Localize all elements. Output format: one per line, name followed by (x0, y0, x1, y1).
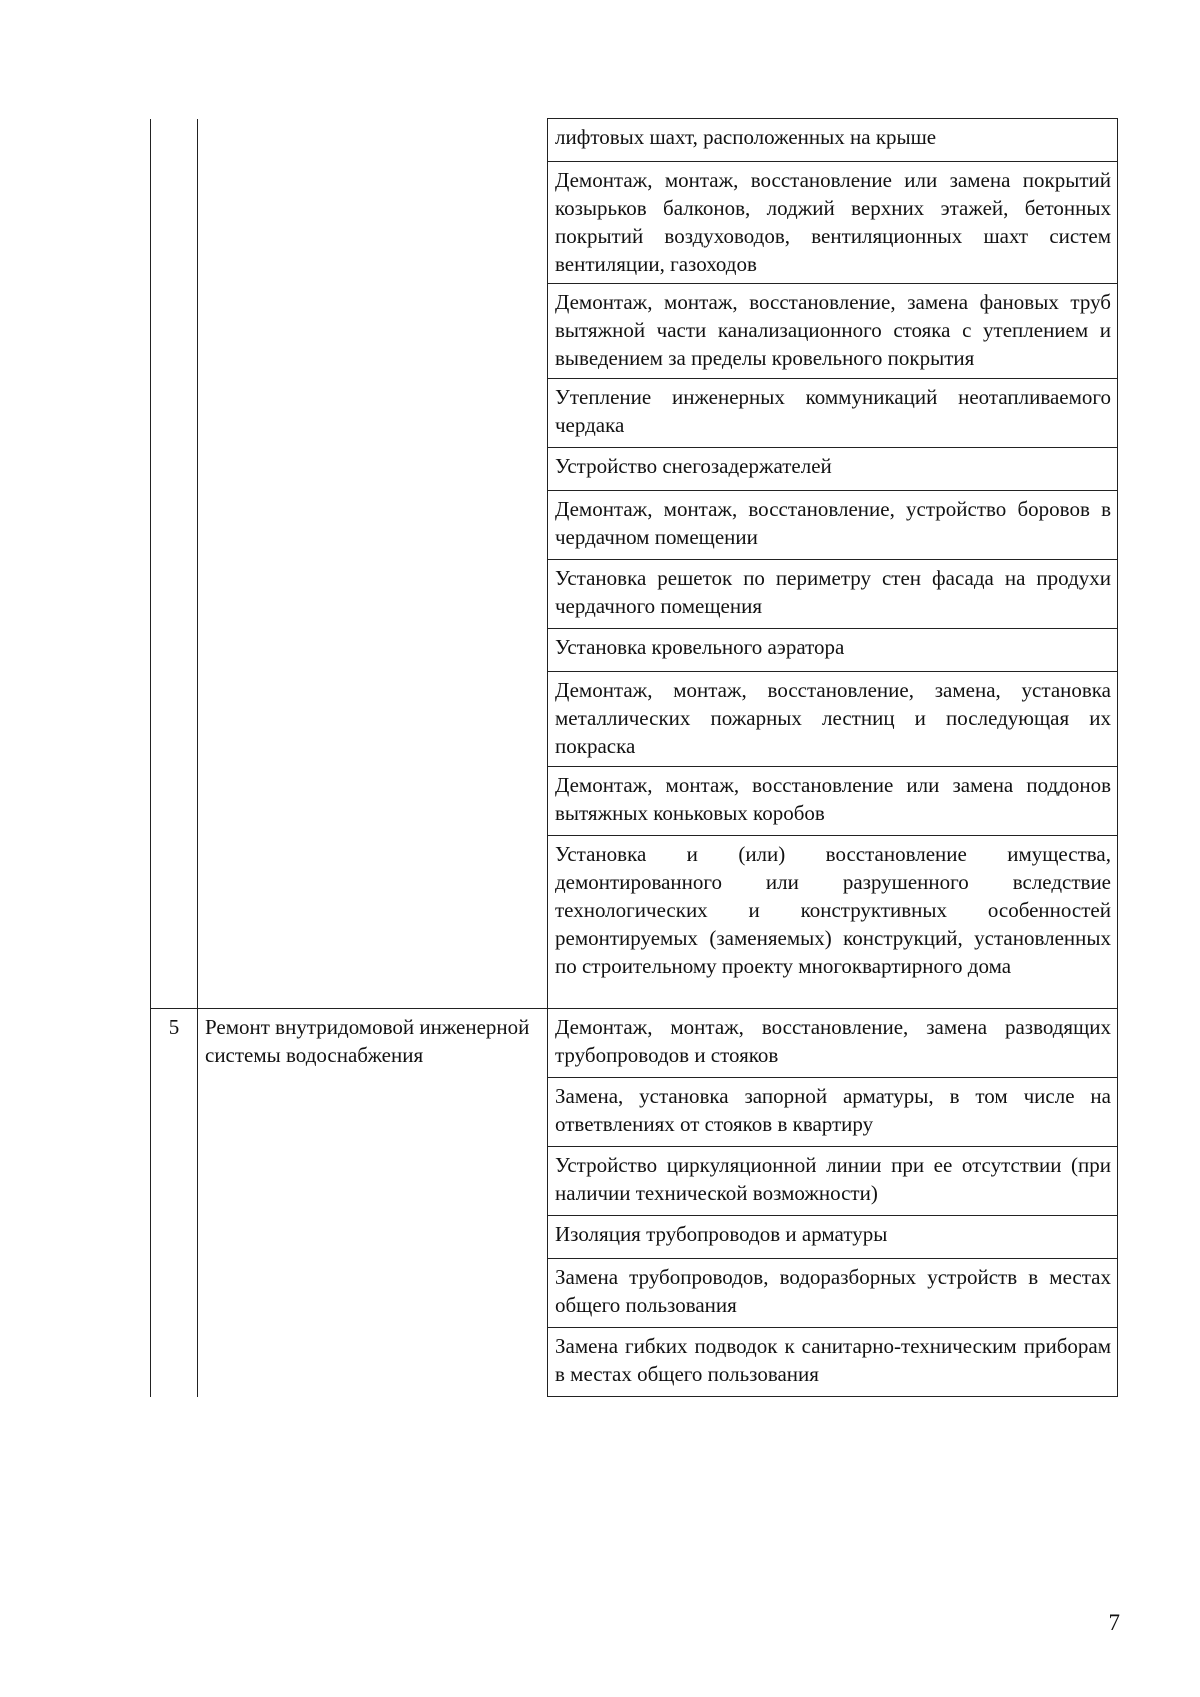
work-item-text: Установка кровельного аэратора (555, 635, 845, 659)
table-row (151, 162, 1118, 284)
row-number-cell (151, 672, 198, 767)
work-type-cell (198, 284, 548, 379)
work-item-text: Устройство циркуляционной линии при ее отсутствии (при наличии технической возможности) (555, 1153, 1111, 1205)
work-type-cell (198, 836, 548, 1009)
table-row (151, 560, 1118, 629)
table-row (151, 672, 1118, 767)
work-type-cell (198, 162, 548, 284)
page-number: 7 (1108, 1610, 1120, 1635)
work-item-cell (548, 1078, 1118, 1147)
row-number-cell (151, 767, 198, 836)
row-number-cell (151, 560, 198, 629)
work-type-cell (198, 119, 548, 162)
row-number-cell (151, 836, 198, 1009)
table-row (151, 379, 1118, 448)
work-item-text: Установка и (или) восстановление имущества, демонтированного или разрушенного вследствие технологических и конструктивных особенностей ремонтируемых (заменяемых) конструкций, установленных по строительному проекту многоквартирного дома (555, 842, 1111, 978)
work-item-cell (548, 560, 1118, 629)
work-item-text: лифтовых шахт, расположенных на крыше (555, 125, 937, 149)
work-item-text: Устройство снегозадержателей (555, 454, 832, 478)
work-item-cell (548, 767, 1118, 836)
work-item-text: Замена трубопроводов, водоразборных устройств в местах общего пользования (555, 1265, 1111, 1317)
work-item-cell (548, 491, 1118, 560)
work-item-text: Демонтаж, монтаж, восстановление или замена поддонов вытяжных коньковых коробов (555, 773, 1111, 825)
work-item-cell (548, 448, 1118, 491)
work-item-cell (548, 119, 1118, 162)
work-item-text: Демонтаж, монтаж, восстановление, замена фановых труб вытяжной части канализационного стояка с утеплением и выведением за пределы кровельного покрытия (555, 290, 1111, 370)
section-name: Ремонт внутридомовой инженерной системы водоснабжения (198, 1009, 548, 1397)
work-item-cell (548, 629, 1118, 672)
work-item-cell (548, 162, 1118, 284)
work-type-cell (198, 379, 548, 448)
work-type-cell (198, 560, 548, 629)
row-number-cell (151, 448, 198, 491)
table-row (151, 629, 1118, 672)
work-item-cell (548, 672, 1118, 767)
table-row (151, 836, 1118, 1009)
work-item-text: Демонтаж, монтаж, восстановление, замена разводящих трубопроводов и стояков (555, 1015, 1111, 1067)
row-number-cell (151, 162, 198, 284)
row-number-cell (151, 284, 198, 379)
row-number-cell (151, 491, 198, 560)
table-row (151, 1009, 1118, 1078)
row-number-cell (151, 119, 198, 162)
work-item-text: Демонтаж, монтаж, восстановление или замена покрытий козырьков балконов, лоджий верхних этажей, бетонных покрытий воздуховодов, вентиляционных шахт систем вентиляции, газоходов (555, 168, 1111, 276)
section-number: 5 (151, 1009, 198, 1397)
table-row (151, 119, 1118, 162)
work-item-cell (548, 1328, 1118, 1397)
work-item-text: Установка решеток по периметру стен фасада на продухи чердачного помещения (555, 566, 1111, 618)
work-item-text: Демонтаж, монтаж, восстановление, устройство боровов в чердачном помещении (555, 497, 1111, 549)
work-item-cell (548, 379, 1118, 448)
work-item-text: Изоляция трубопроводов и арматуры (555, 1222, 888, 1246)
work-item-cell (548, 1216, 1118, 1259)
work-item-text: Демонтаж, монтаж, восстановление, замена, установка металлических пожарных лестниц и последующая их покраска (555, 678, 1111, 758)
works-table (150, 118, 1118, 1397)
work-type-cell (198, 767, 548, 836)
table-row (151, 491, 1118, 560)
work-item-cell (548, 1259, 1118, 1328)
work-item-cell (548, 1147, 1118, 1216)
work-item-text: Утепление инженерных коммуникаций неотапливаемого чердака (555, 385, 1111, 437)
work-type-cell (198, 448, 548, 491)
work-item-text: Замена гибких подводок к санитарно-техническим приборам в местах общего пользования (555, 1334, 1111, 1386)
work-item-cell (548, 1009, 1118, 1078)
row-number-cell (151, 379, 198, 448)
table-row (151, 448, 1118, 491)
table-row (151, 767, 1118, 836)
table-row (151, 284, 1118, 379)
row-number-cell (151, 629, 198, 672)
work-item-cell (548, 836, 1118, 1009)
work-item-cell (548, 284, 1118, 379)
work-item-text: Замена, установка запорной арматуры, в том числе на ответвлениях от стояков в квартиру (555, 1084, 1111, 1136)
work-type-cell (198, 672, 548, 767)
work-type-cell (198, 629, 548, 672)
work-type-cell (198, 491, 548, 560)
